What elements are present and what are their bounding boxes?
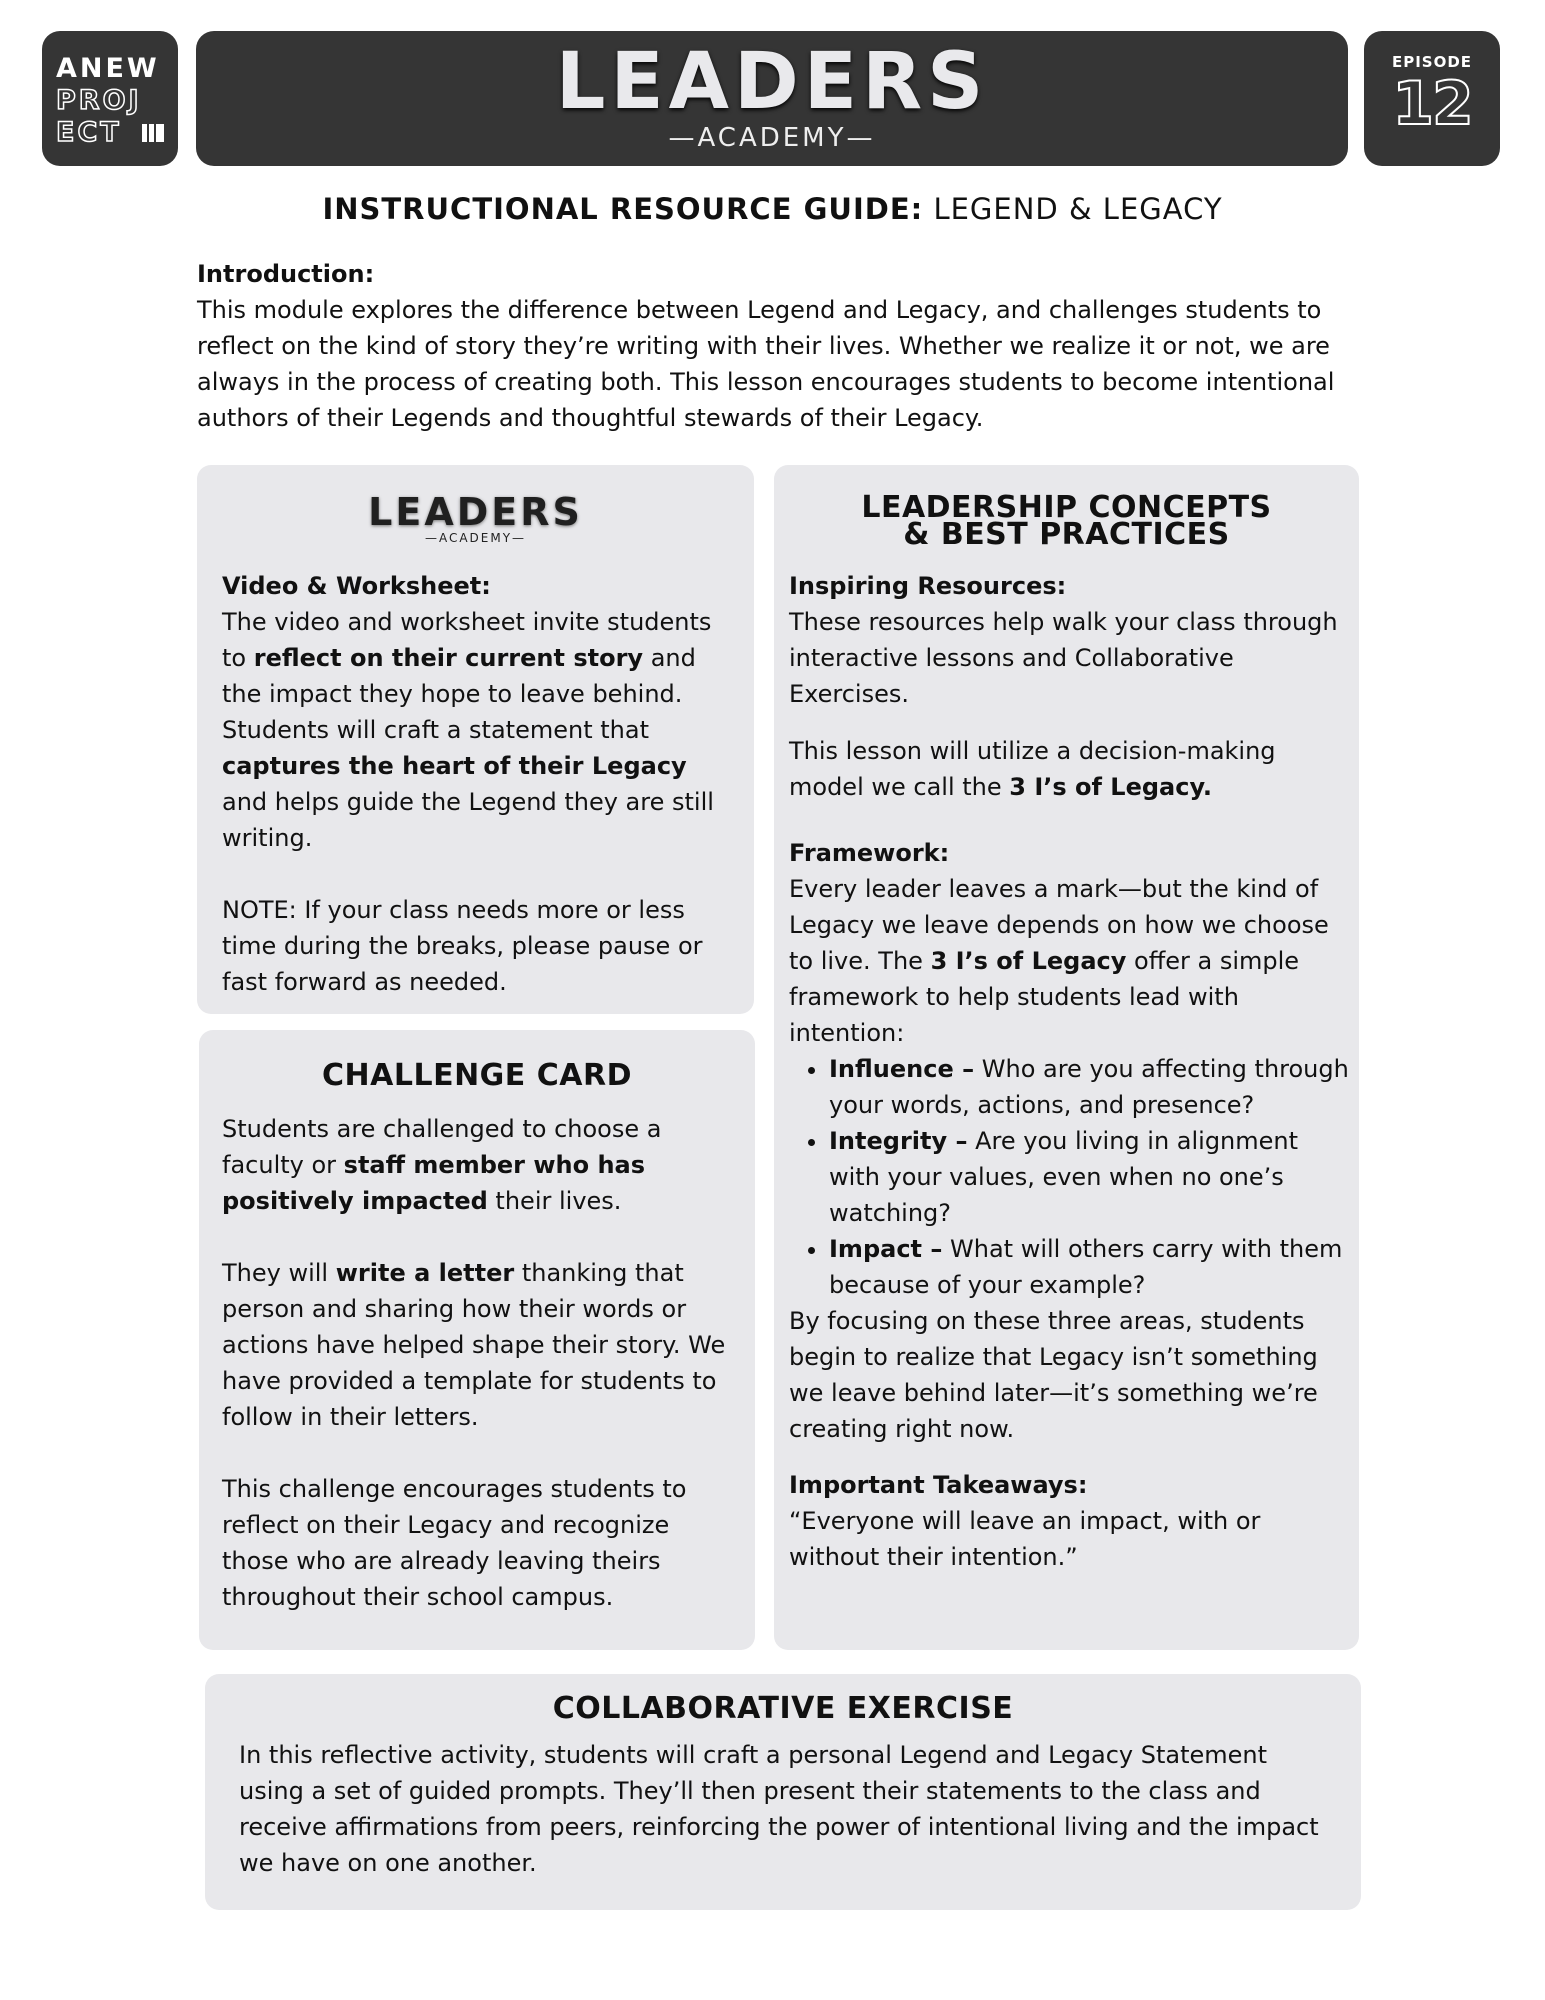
video-note: NOTE: If your class needs more or less time during the breaks, please pause or fast forward as needed.: [222, 896, 703, 996]
challenge-text-1: Students are challenged to choose a faculty or: [222, 1115, 662, 1179]
episode-label: EPISODE: [1391, 53, 1473, 71]
logo-line-2: PROJ: [56, 85, 142, 116]
episode-badge: [1364, 31, 1500, 166]
intro-body: This module explores the difference between Legend and Legacy, and challenges students to reflect on the kind of story they’re writing with their lives. Whether we realize it or not, we are always in the process of creating both. This lesson encourages students to become intentional authors of their Legends and thoughtful stewards of their Legacy.: [197, 296, 1335, 432]
document-title: [0, 192, 1545, 226]
takeaways-body: “Everyone will leave an impact, with or without their intention.”: [789, 1507, 1261, 1571]
challenge-text-5: This challenge encourages students to reflect on their Legacy and recognize those who are already leaving theirs throughout their school campus.: [222, 1475, 687, 1611]
intro-heading: Introduction:: [197, 260, 375, 288]
challenge-text-bold-2: write a letter: [335, 1259, 515, 1287]
video-text-3: and helps guide the Legend they are still writing.: [222, 788, 714, 852]
takeaways-heading: Important Takeaways:: [789, 1471, 1088, 1499]
framework-text-2: offer a simple framework to help students lead with intention:: [789, 947, 1300, 1047]
document-title-bold: INSTRUCTIONAL RESOURCE GUIDE:: [322, 192, 924, 226]
introduction: [197, 256, 1377, 436]
challenge-card-panel: [199, 1030, 755, 1650]
leadership-concepts-panel: [774, 465, 1359, 1650]
legacy-bullet-list: [789, 1051, 1349, 1303]
bullet-text: Are you living in alignment with your values, even when no one’s watching?: [829, 1127, 1299, 1227]
leaders-academy-mini-logo: [197, 490, 754, 545]
list-item: [829, 1051, 1349, 1123]
video-text-bold-2: captures the heart of their Legacy: [222, 752, 687, 780]
collab-title: COLLABORATIVE EXERCISE: [552, 1691, 1014, 1726]
video-text-2: and the impact they hope to leave behind. Students will craft a statement that: [222, 644, 696, 744]
video-heading: Video & Worksheet:: [222, 572, 491, 600]
video-text-bold-1: reflect on their current story: [253, 644, 644, 672]
concepts-text: [789, 568, 1349, 1575]
video-worksheet-text: [222, 568, 737, 1000]
video-text-1: The video and worksheet invite students to: [222, 608, 712, 672]
concepts-title-1: LEADERSHIP CONCEPTS: [861, 490, 1272, 525]
bullet-text: Who are you affecting through your words, actions, and presence?: [829, 1055, 1349, 1119]
anew-project-logo: [42, 31, 178, 166]
model-text-bold: 3 I’s of Legacy.: [1009, 773, 1213, 801]
document-title-regular: LEGEND & LEGACY: [923, 192, 1223, 226]
mini-logo-title: LEADERS: [368, 490, 583, 534]
mini-logo-subtitle: —ACADEMY—: [424, 531, 527, 545]
collaborative-exercise-panel: [205, 1674, 1361, 1910]
bullet-term: Influence –: [829, 1055, 975, 1083]
bullet-text: What will others carry with them because of your example?: [829, 1235, 1343, 1299]
challenge-text-3: They will: [222, 1259, 336, 1287]
resources-body: These resources help walk your class through interactive lessons and Collaborative Exercises.: [789, 608, 1338, 708]
logo-bars-icon: [142, 122, 164, 144]
bullet-term: Integrity –: [829, 1127, 968, 1155]
framework-heading: Framework:: [789, 839, 950, 867]
framework-text-bold: 3 I’s of Legacy: [930, 947, 1127, 975]
framework-text-1: Every leader leaves a mark—but the kind of Legacy we leave depends on how we choose to live. The: [789, 875, 1329, 975]
logo-line-1: ANEW: [56, 53, 160, 84]
challenge-text-bold-1: staff member who has positively impacted: [222, 1151, 646, 1215]
challenge-text: [222, 1111, 737, 1615]
leaders-academy-banner: [196, 31, 1348, 166]
model-text: This lesson will utilize a decision-making model we call the: [789, 737, 1276, 801]
concepts-title-2: & BEST PRACTICES: [903, 517, 1230, 552]
collab-body: In this reflective activity, students will craft a personal Legend and Legacy Statement using a set of guided prompts. They’ll then present their statements to the class and receive affirmations from peers, reinforcing the power of intentional living and the impact we have on one another.: [239, 1741, 1319, 1877]
bullet-term: Impact –: [829, 1235, 943, 1263]
logo-line-3: ECT: [56, 117, 122, 148]
video-worksheet-panel: [197, 465, 754, 1014]
resources-heading: Inspiring Resources:: [789, 572, 1067, 600]
framework-closing: By focusing on these three areas, students begin to realize that Legacy isn’t something we leave behind later—it’s something we’re creating right now.: [789, 1307, 1318, 1443]
banner-subtitle: —ACADEMY—: [668, 123, 876, 153]
episode-number: 12: [1392, 69, 1472, 139]
list-item: [829, 1231, 1349, 1303]
challenge-text-2: their lives.: [487, 1187, 622, 1215]
challenge-title: CHALLENGE CARD: [322, 1058, 632, 1093]
banner-title: LEADERS: [555, 37, 989, 127]
challenge-text-4: thanking that person and sharing how their words or actions have helped shape their story. We have provided a template for students to follow in their letters.: [222, 1259, 726, 1431]
list-item: [829, 1123, 1349, 1231]
